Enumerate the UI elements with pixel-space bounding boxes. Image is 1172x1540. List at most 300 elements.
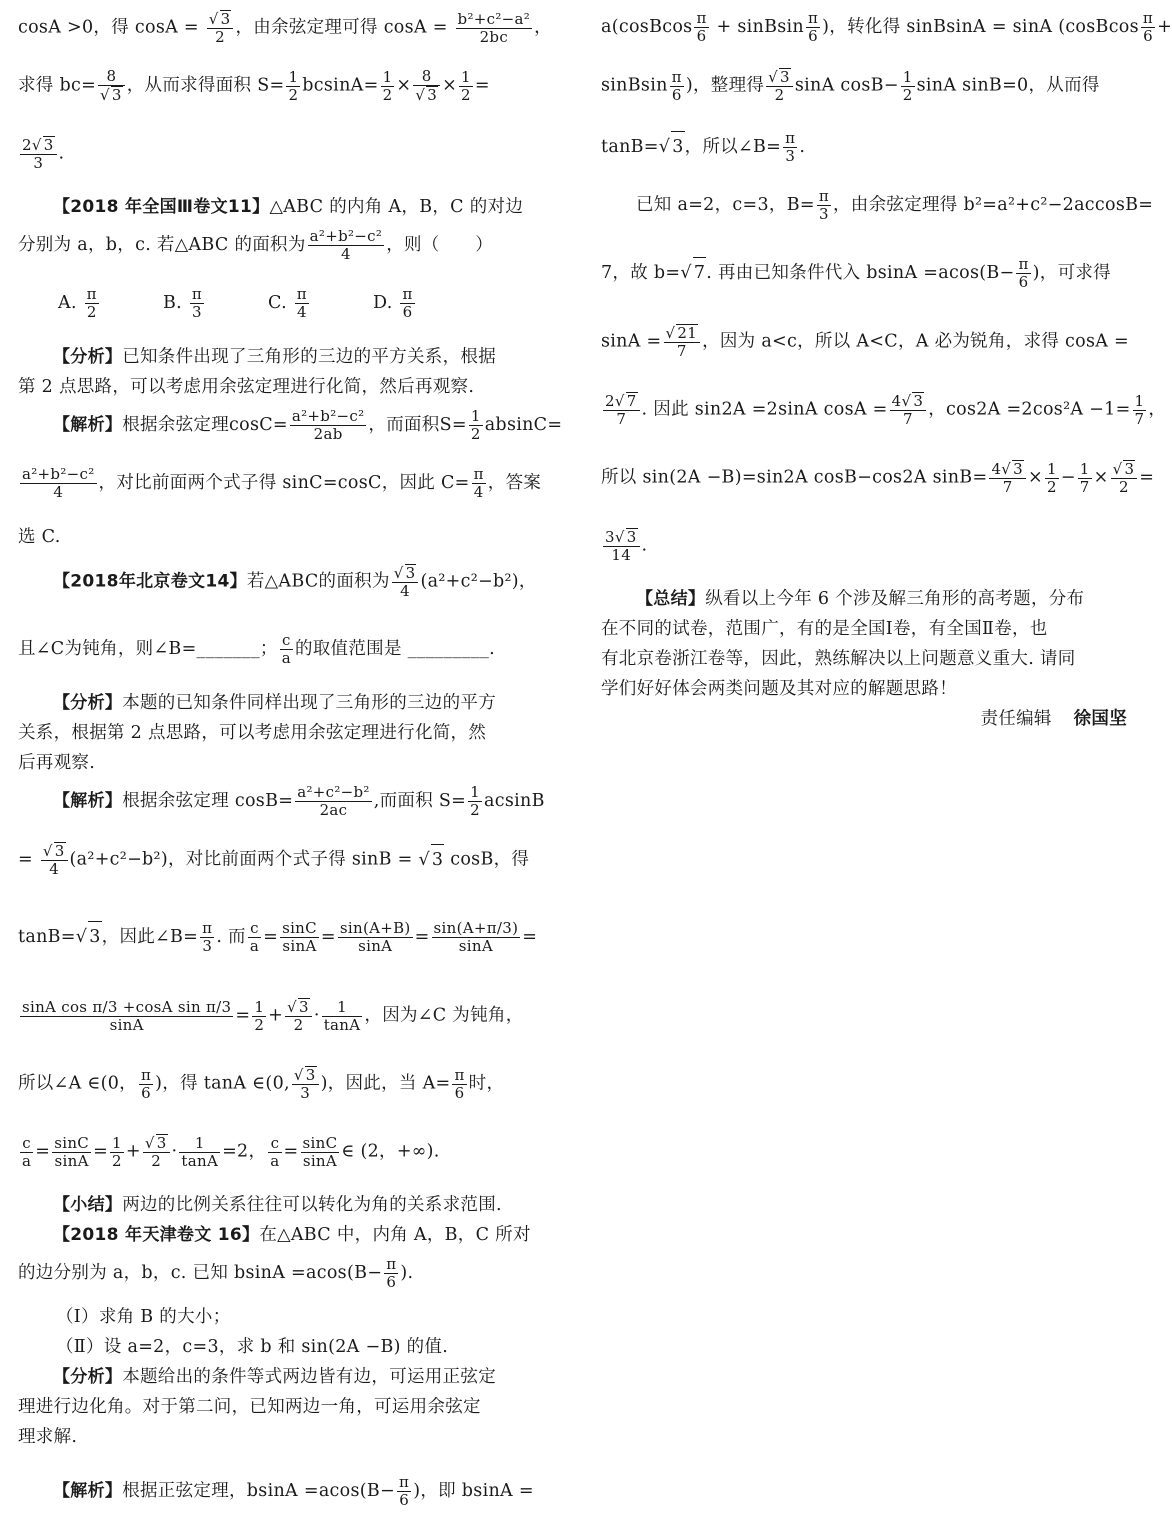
denominator: 2 (1119, 478, 1129, 496)
text-run: . 再由已知条件代入 bsinA =acos(B− (706, 263, 1015, 283)
text-run: ，因此∠B= (101, 927, 199, 947)
radicand: 7 (693, 257, 706, 288)
text-run: = (1139, 467, 1155, 488)
text-run: C. (268, 293, 293, 313)
text-run: A. (58, 293, 83, 313)
text-run: + (125, 1141, 141, 1162)
text-line (18, 778, 545, 830)
fraction (20, 999, 233, 1034)
numerator: a²+c²−b² (297, 783, 370, 801)
text-run: 2 (605, 392, 615, 410)
denominator: 4 (49, 860, 60, 878)
denominator: 6 (399, 1491, 410, 1509)
text-line (601, 644, 1129, 674)
square-root (287, 998, 310, 1016)
radical-sign: √ (75, 927, 88, 947)
radical-sign: √ (31, 136, 42, 154)
fraction (20, 466, 97, 501)
numerator: 1 (382, 67, 393, 86)
text-run: )，即 bsinA = (413, 1481, 534, 1501)
fraction (670, 69, 684, 104)
text-line (18, 1392, 542, 1422)
fraction (286, 69, 300, 104)
numerator: π (202, 919, 213, 937)
numerator (890, 392, 927, 411)
fraction (290, 408, 367, 443)
denominator: 2 (382, 85, 393, 104)
denominator: sinA (302, 1151, 338, 1170)
fraction (456, 11, 533, 46)
radical-sign: √ (42, 842, 53, 860)
fraction (603, 392, 640, 428)
text-line (18, 688, 542, 718)
text-run: ，而面积S= (368, 415, 467, 435)
fraction (52, 1135, 91, 1170)
text-line (18, 192, 542, 222)
text-run: 已知 a=2，c=3，B= (636, 195, 815, 215)
section-tag: 【解析】 (53, 415, 123, 435)
section-tag: 【2018 年天津卷文 16】 (53, 1225, 260, 1245)
fraction (1111, 460, 1138, 496)
text-line (18, 1332, 542, 1362)
left-column (18, 4, 563, 1540)
editor-signature (601, 704, 1129, 734)
text-line (18, 522, 542, 552)
numerator: sin(A+π/3) (433, 919, 519, 937)
numerator: 1 (470, 407, 481, 425)
radical-sign: √ (208, 10, 219, 28)
denominator: 6 (141, 1083, 151, 1102)
numerator: 1 (179, 1135, 220, 1153)
numerator: c (248, 920, 261, 938)
numerator: 8 (98, 68, 125, 86)
text-run: = (35, 1141, 51, 1162)
numerator: sinC (302, 1133, 338, 1152)
text-line (18, 342, 542, 372)
numerator: 1 (1079, 459, 1090, 478)
denominator: 6 (671, 85, 682, 104)
text-line (18, 56, 542, 124)
text-line (18, 552, 542, 620)
denominator: 2ab (313, 425, 343, 443)
text-run: ，由余弦定理得 b²=a²+c²−2accosB= (833, 195, 1154, 215)
radicand: 3 (780, 68, 790, 86)
square-root (145, 1134, 168, 1152)
text-run: sinA cosB− (794, 75, 899, 96)
denominator: sinA (109, 1015, 144, 1034)
text-run: 3 (605, 528, 615, 546)
fraction (139, 1067, 153, 1102)
radical-sign: √ (768, 68, 779, 86)
numerator: π (818, 187, 829, 205)
text-run: 的取值范围是 _________. (294, 639, 495, 659)
square-root (680, 257, 706, 288)
section-tag: 【分析】 (53, 347, 123, 367)
text-line (18, 986, 542, 1054)
fraction (664, 324, 701, 360)
text-line (18, 372, 542, 402)
text-line (18, 898, 542, 986)
numerator (41, 842, 68, 861)
fraction (806, 10, 820, 45)
fraction (694, 10, 708, 45)
text-run: 纵看以上今年 6 个涉及解三角形的高考题，分布 (705, 589, 1085, 609)
text-run: . (641, 535, 648, 556)
text-run: = (320, 927, 336, 947)
radicand: 7 (626, 392, 637, 410)
text-line (18, 1190, 542, 1220)
text-line (18, 1362, 542, 1392)
text-run: = (414, 927, 430, 947)
numerator: π (386, 1255, 397, 1273)
fraction (295, 286, 309, 321)
right-column-lines (601, 4, 1172, 704)
fraction (1141, 10, 1155, 45)
denominator: 2 (902, 85, 913, 104)
numerator: π (696, 9, 707, 27)
section-tag: 【2018年北京卷文14】 (53, 571, 247, 592)
denominator: sinA (282, 937, 317, 955)
numerator: a²+b²−c² (309, 227, 383, 245)
fraction (280, 632, 293, 667)
fraction (1133, 393, 1147, 428)
text-run: ，答案 (487, 473, 542, 493)
answer-option (373, 286, 478, 321)
radical-sign: √ (680, 263, 692, 283)
text-line (18, 1452, 542, 1540)
text-run: . 而 (216, 927, 246, 947)
radicand: 3 (427, 86, 438, 104)
editor-label: 责任编辑 (980, 709, 1052, 729)
text-line (18, 454, 542, 522)
fraction (400, 286, 414, 321)
fraction (432, 920, 521, 955)
text-run: 2 (22, 136, 32, 154)
radicand: 3 (156, 1134, 167, 1152)
radicand: 3 (88, 921, 101, 952)
text-run: − (1060, 467, 1076, 488)
square-root (1001, 460, 1024, 478)
text-run: 有北京卷浙江卷等，因此，熟练解决以上问题意义重大. 请同 (601, 649, 1076, 669)
fraction (397, 1474, 411, 1509)
fraction (20, 136, 57, 172)
text-run: tanB= (601, 137, 659, 157)
numerator (766, 68, 793, 87)
text-line (18, 620, 542, 688)
numerator (603, 392, 640, 411)
fraction (179, 1135, 220, 1170)
radicand: 3 (1013, 460, 1023, 478)
text-run: . (58, 143, 65, 164)
section-tag: 【解析】 (53, 791, 123, 811)
fraction (285, 998, 312, 1034)
text-run: × (442, 75, 458, 96)
text-run: B. (163, 293, 188, 313)
denominator: 6 (1018, 273, 1029, 291)
fraction (452, 1067, 466, 1102)
numerator: c (20, 1135, 33, 1153)
text-run: acsinB (483, 791, 545, 811)
numerator: π (402, 285, 413, 303)
text-run: )，得 tanA ∈(0, (155, 1073, 290, 1094)
denominator: 2 (774, 86, 785, 104)
denominator: sinA (54, 1151, 89, 1170)
text-run: 选 C. (18, 527, 61, 547)
radical-sign: √ (614, 528, 625, 546)
text-run: . 因此 sin2A =2sinA cosA = (641, 399, 888, 420)
numerator (603, 528, 640, 547)
numerator: π (140, 1065, 152, 1084)
section-tag: 【分析】 (53, 1367, 123, 1387)
denominator: 14 (611, 546, 632, 564)
numerator: π (1142, 9, 1154, 27)
numerator (20, 136, 57, 155)
numerator: 1 (1134, 391, 1145, 410)
denominator: 6 (386, 1273, 397, 1291)
text-run: sinA = (601, 331, 662, 352)
text-line (18, 1250, 542, 1302)
denominator: 4 (341, 245, 351, 263)
fraction (85, 286, 99, 321)
denominator: 3 (785, 147, 796, 165)
denominator: 7 (616, 410, 627, 428)
radicand: 3 (54, 842, 65, 860)
square-root (32, 136, 55, 154)
denominator: 6 (696, 27, 707, 45)
square-root (615, 528, 638, 546)
fraction (207, 10, 234, 46)
text-run: 时， (468, 1073, 505, 1094)
denominator: 7 (903, 410, 913, 428)
fraction (322, 999, 363, 1034)
text-run: 后再观察. (18, 753, 96, 773)
numerator: 1 (461, 67, 471, 86)
square-root (415, 86, 438, 104)
text-line (601, 124, 1129, 176)
text-run: + (268, 1005, 284, 1026)
square-root (76, 921, 102, 952)
numerator: a²+b²−c² (22, 465, 95, 483)
radical-sign: √ (393, 564, 404, 582)
fraction (381, 69, 395, 104)
square-root (100, 86, 123, 104)
numerator: π (1018, 255, 1029, 273)
fraction (308, 228, 385, 263)
fraction (268, 1135, 281, 1170)
section-tag: 【总结】 (636, 589, 706, 609)
text-line (601, 674, 1129, 704)
answer-option (268, 286, 373, 321)
numerator: 1 (1046, 459, 1057, 478)
numerator: π (399, 1473, 410, 1491)
text-run: 学们好好体会两类问题及其对应的解题思路！ (601, 679, 957, 699)
text-run: . (799, 137, 806, 157)
fraction (766, 68, 793, 104)
text-line (601, 244, 1129, 312)
denominator: 4 (473, 483, 484, 501)
square-root (1113, 460, 1136, 478)
text-run: 且∠C为钝角，则∠B=_______； (18, 639, 278, 659)
text-run: )，可求得 (1032, 263, 1111, 283)
text-run: ，由余弦定理可得 cosA = (235, 17, 454, 38)
text-run: bcsinA= (302, 75, 379, 96)
denominator: 3 (192, 303, 202, 321)
text-run: tanB= (18, 927, 76, 947)
denominator (98, 86, 125, 104)
radicand: 3 (1124, 460, 1135, 478)
numerator: 1 (470, 783, 480, 801)
square-root (418, 844, 444, 875)
text-line (601, 448, 1155, 516)
text-line (18, 274, 542, 342)
radical-sign: √ (418, 849, 430, 870)
denominator: 6 (1143, 27, 1153, 45)
radical-sign: √ (658, 137, 671, 157)
text-run: = (93, 1141, 109, 1162)
text-run: 的边分别为 a，b，c. 已知 bsinA =acos(B− (18, 1263, 383, 1283)
numerator: sinC (54, 1133, 90, 1152)
fraction (1045, 461, 1059, 496)
fraction (392, 564, 419, 600)
fraction (603, 528, 640, 564)
text-run: × (396, 75, 412, 96)
text-line (18, 1422, 542, 1452)
text-run: · (171, 1141, 178, 1162)
text-run: ,而面积 S= (373, 791, 467, 811)
numerator: 1 (322, 999, 363, 1017)
text-run: )，转化得 sinBsinA = sinA (cosBcos (822, 17, 1139, 37)
fraction (200, 920, 214, 955)
radicand: 3 (913, 392, 924, 410)
square-root (294, 1066, 317, 1084)
text-run: △ABC 的内角 A，B，C 的对边 (269, 197, 524, 217)
editor-name: 徐国坚 (1073, 709, 1127, 729)
numerator: sinA cos π/3 +cosA sin π/3 (22, 997, 232, 1016)
text-line (18, 1122, 542, 1190)
fraction (143, 1134, 170, 1170)
text-run: = (474, 75, 490, 96)
text-run: 所以 sin(2A −B)=sin2A cosB−cos2A sinB= (601, 467, 988, 488)
text-run: × (1093, 467, 1109, 488)
text-run: ，因为 a<c，所以 A<C，A 必为锐角，求得 cosA = (702, 331, 1130, 352)
right-column (601, 4, 1172, 734)
numerator (989, 460, 1026, 479)
text-run: （Ⅰ）求角 B 的大小； (56, 1307, 231, 1327)
text-line (601, 176, 1154, 244)
radicand: 3 (43, 136, 54, 154)
denominator: 7 (1079, 477, 1090, 496)
denominator: a (281, 649, 291, 667)
text-run: 本题的已知条件同样出现了三角形的三边的平方 (122, 693, 497, 713)
radical-sign: √ (287, 998, 297, 1016)
numerator: π (785, 129, 796, 147)
square-root (666, 324, 699, 342)
text-line (18, 718, 542, 748)
denominator: a (22, 1151, 32, 1170)
denominator: 4 (53, 483, 64, 501)
text-run: ，所以∠B= (684, 137, 782, 157)
fraction (252, 999, 266, 1034)
text-run: ， (534, 17, 552, 38)
text-run: 分别为 a，b，c. 若△ABC 的面积为 (18, 235, 306, 255)
denominator (413, 86, 440, 104)
numerator: π (86, 285, 97, 303)
denominator: 6 (402, 303, 413, 321)
section-tag: 【小结】 (53, 1195, 123, 1215)
denominator: tanA (181, 1151, 219, 1170)
text-run: + (1157, 17, 1172, 37)
square-root (43, 842, 66, 860)
fraction (468, 784, 482, 819)
text-run: ，cos2A =2cos²A −1= (928, 399, 1131, 420)
text-line (18, 402, 563, 454)
denominator: 2ac (319, 801, 348, 819)
text-run: = (263, 927, 279, 947)
denominator: 7 (1134, 409, 1145, 428)
denominator: 2 (470, 425, 481, 443)
radicand: 3 (671, 131, 684, 162)
text-run: ， (1148, 399, 1167, 420)
text-run: 根据余弦定理 cosB= (122, 791, 294, 811)
denominator: 4 (400, 582, 411, 600)
denominator: a (270, 1151, 280, 1170)
text-line (601, 516, 1129, 584)
text-run: absinC= (484, 415, 563, 435)
text-line (18, 1302, 542, 1332)
fraction (783, 130, 797, 165)
numerator: 1 (112, 1133, 122, 1152)
text-run: 7，故 b= (601, 263, 681, 283)
numerator: π (454, 1065, 465, 1084)
radicand: 3 (305, 1066, 316, 1084)
fraction (1016, 256, 1030, 291)
denominator: 7 (1002, 478, 1013, 496)
text-run: )，因此，当 A= (320, 1073, 451, 1094)
fraction (292, 1066, 319, 1102)
square-root (659, 131, 685, 162)
text-line (18, 830, 542, 898)
text-run: 若△ABC的面积为 (246, 571, 390, 592)
denominator: 2 (461, 85, 471, 104)
fraction (248, 920, 261, 955)
fraction (338, 920, 413, 955)
numerator (207, 10, 234, 29)
text-run: = (18, 849, 39, 870)
denominator: 7 (676, 342, 687, 360)
text-run: =2， (222, 1141, 267, 1162)
square-root (902, 392, 925, 410)
text-line (601, 4, 1172, 56)
text-run: = (283, 1141, 299, 1162)
text-line (18, 748, 542, 778)
denominator: 3 (300, 1084, 311, 1102)
radicand: 3 (220, 10, 231, 28)
text-run: ∈ (2，+∞). (341, 1141, 440, 1162)
numerator: π (808, 9, 819, 27)
text-run: 根据余弦定理cosC= (122, 415, 288, 435)
denominator: 2 (470, 801, 480, 819)
text-run: ，对比前面两个式子得 sinC=cosC，因此 C= (98, 473, 470, 493)
fraction (301, 1135, 340, 1170)
text-run: （Ⅱ）设 a=2，c=3，求 b 和 sin(2A −B) 的值. (56, 1337, 449, 1357)
numerator: 1 (254, 997, 265, 1016)
denominator: 3 (33, 154, 44, 172)
section-tag: 【2018 年全国Ⅲ卷文11】 (53, 197, 270, 217)
text-run: + sinBsin (710, 17, 804, 37)
radical-sign: √ (901, 392, 912, 410)
radicand: 3 (626, 528, 637, 546)
denominator: 3 (818, 205, 829, 223)
